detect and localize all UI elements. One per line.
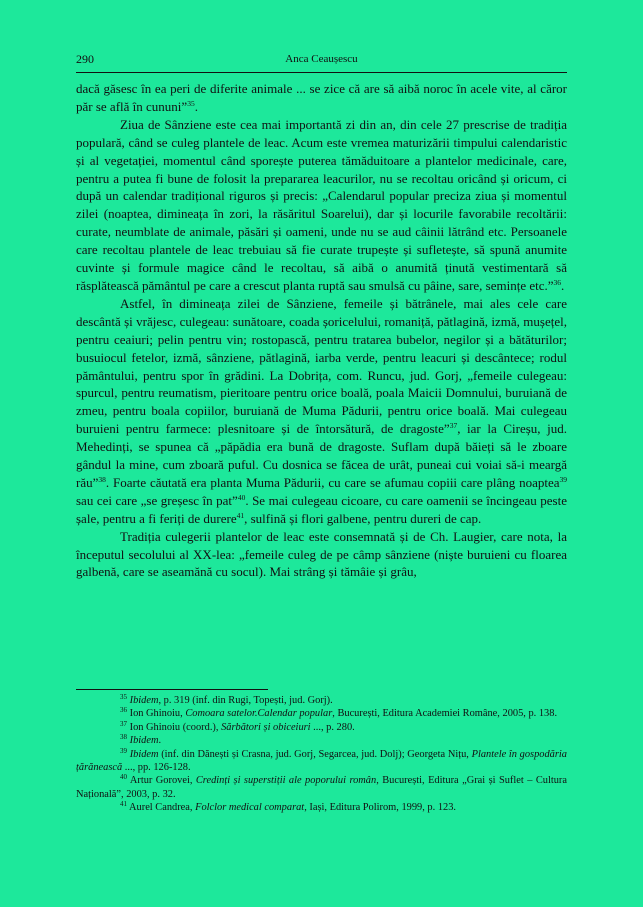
footnote-ref: 37 [449, 421, 458, 431]
page-header [76, 52, 567, 70]
paragraph-2: Ziua de Sânziene este cea mai importantă zi din an, din cele 27 prescrise de tradiția populară, când se culeg plantele de leac. Acum este vremea maturizării timpului calendaristic și al vegetației, momentul când sporește puterea tămăduitoare a plantelor medicinale, care, pentru a putea fi bune de folosit la prepararea leacurilor, nu se recoltau oricând și oricum, ci după un calendar tradițional riguros și precis: „Calendarul popular preciza ziua și momentul zilei (noaptea, dimineața în zori, la răsăritul Soarelui), dar și locurile favorabile recoltării: curate, neumblate de animale, păsări și oameni, unde nu se aud câinii lătrând etc. Persoanele care recoltau plantele de leac trebuiau să fie curate trupește și sufletește, să spună anumite cuvinte și formule magice când le recoltau, să aibă o anumită ținută vestimentară să răsplătească pământul pe care a crescut planta ruptă sau smulsă cu pâine, sare, semințe etc.”$^{36}$. [76, 116, 567, 293]
footnote-36: $^{36}$ Ion Ghinoiu, Comoara satelor.Calendar popular, București, Editura Academiei Române, 2005, p. 138. [120, 706, 558, 720]
page-number: 290 [76, 52, 94, 66]
footnote-ref: 35 [187, 98, 195, 108]
paragraph-4: Tradiția culegerii plantelor de leac este consemnată și de Ch. Laugier, care nota, la începutul secolului al XX-lea: „femeile culeg de pe câmp sânziene (niște buruieni cu floarea galbenă, care se aseamănă cu socul). Mai strâng și tămâie și grâu, [76, 528, 567, 580]
footnote-ref: 39 [559, 474, 567, 484]
footnote-41: $^{41}$ Aurel Candrea, Folclor medical comparat, Iași, Editura Polirom, 1999, p. 123. [120, 800, 457, 814]
paragraph-1: dacă găsesc în ea peri de diferite animale ... se zice că are să aibă noroc în acele vite, al căror păr se află în cununi”$^{35}$. [76, 81, 567, 114]
footnote-ref: 36 [553, 277, 562, 287]
body-text [76, 80, 567, 581]
footnote-ref: 38 [98, 474, 106, 484]
running-head: Anca Ceaușescu [285, 53, 358, 65]
footnote-40: $^{40}$ Artur Gorovei, Credinți și superstiții ale poporului român, București, Editura „Grai și Suflet – Cultura Națională”, 2003, p. 32. [76, 773, 567, 800]
paragraph-3: Astfel, în dimineața zilei de Sânziene, femeile și bătrânele, mai ales cele care descântă și vrăjesc, culegeau: sunătoare, coada șoricelului, romaniță, pătlagină, izmă, mușețel, pentru ceaiuri; pelin pentru vin; rostopască, pentru tratarea bubelor, negilor și a bătăturilor; busuiocul fetelor, izmă, sânziene, pătlagină, iarba verde, pentru leacuri și descântece; rodul pământului, pentru spor în grădini. La Dobrița, com. Runcu, jud. Gorj, „femeile culegeau: spurcul, pentru reumatism, pieritoare pentru orice boală, poala Maicii Domnului, buruiană de zmeu, pentru boala copiilor, buruiană de Muma Pădurii, pentru orice boală. Mai culegeau buruieni pentru farmece: plesnitoare și de întorsătură, de dragoste”$^{37}$, iar la Cireșu, jud. Mehedinți, se spunea că „păpădia era bună de dragoste. Suflam după băieți să le zboare gândul la mine, cum zboară puful. Cu dosnica se făcea de urât, puneai cui voiai să-i meargă rău”$^{38}$. Foarte căutată era planta Muma Pădurii, cu care se afumau copiii care plâng noaptea$^{39}$ sau cei care „se greșesc în pat”$^{40}$. Se mai culegeau cicoare, cu care oamenii se încingeau peste șale, pentru a fi feriți de durere$^{41}$, sulfină și flori galbene, pentru dureri de cap. [76, 295, 567, 526]
footnotes [76, 694, 567, 815]
footnote-38: $^{38}$ Ibidem. [120, 733, 162, 747]
footnote-rule [76, 689, 268, 690]
footnote-35: $^{35}$ Ibidem, p. 319 (inf. din Rugi, Topești, jud. Gorj). [120, 693, 333, 706]
footnote-ref: 40 [237, 492, 246, 502]
footnote-39: $^{39}$ Ibidem (inf. din Dănești și Crasna, jud. Gorj, Segarcea, jud. Dolj); Georgeta Nițu, Plantele în gospodăria țărănească ..., pp. 126-128. [76, 746, 567, 774]
footnote-37: $^{37}$ Ion Ghinoiu (coord.), Sărbători și obiceiuri ..., p. 280. [120, 719, 355, 733]
footnote-ref: 41 [236, 510, 245, 520]
header-rule [76, 72, 567, 73]
